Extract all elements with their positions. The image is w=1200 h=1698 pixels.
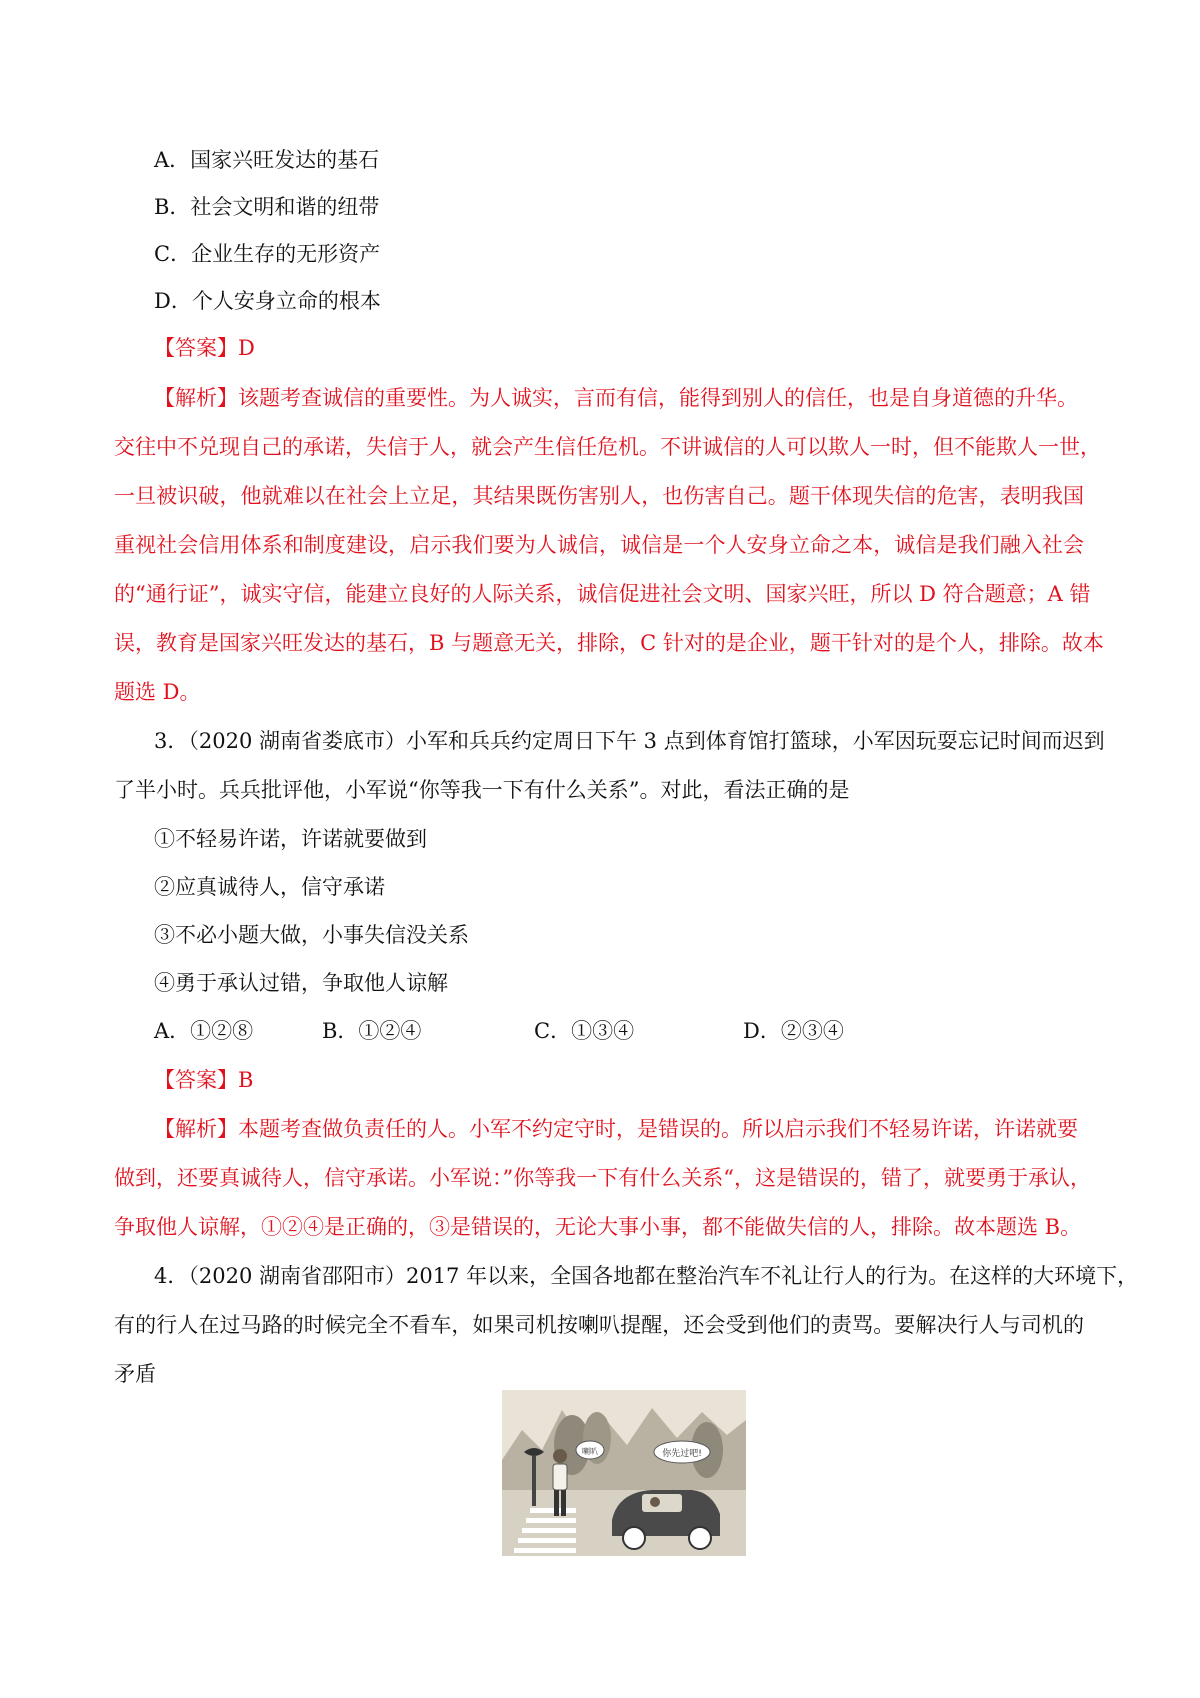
q3-choice-a: A．①②⑧	[154, 1019, 254, 1043]
crosswalk-cartoon-image	[502, 1390, 746, 1556]
q3-answer: 【答案】B	[154, 1068, 254, 1092]
q3-stem-line: 了半小时。兵兵批评他，小军说“你等我一下有什么关系”。对此，看法正确的是	[114, 778, 850, 802]
q4-stem-line: 有的行人在过马路的时候完全不看车，如果司机按喇叭提醒，还会受到他们的责骂。要解决行人与司机的	[114, 1313, 1084, 1337]
q2-option-c: C．企业生存的无形资产	[154, 242, 381, 266]
q3-item: ④勇于承认过错，争取他人谅解	[154, 971, 448, 995]
q2-analysis-line: 的“通行证”，诚实守信，能建立良好的人际关系，诚信促进社会文明、国家兴旺，所以 D 符合题意；A 错	[114, 582, 1091, 606]
q3-item: ②应真诚待人，信守承诺	[154, 875, 385, 899]
crosswalk-illustration	[502, 1390, 746, 1556]
q2-analysis-line: 交往中不兑现自己的承诺，失信于人，就会产生信任危机。不讲诚信的人可以欺人一时，但不能欺人一世，	[114, 435, 1101, 459]
q3-analysis-line: 【解析】本题考查做负责任的人。小军不约定守时，是错误的。所以启示我们不轻易许诺，许诺就要	[154, 1117, 1078, 1141]
q3-analysis-line: 做到，还要真诚待人，信守承诺。小军说：”你等我一下有什么关系“，这是错误的，错了，就要勇于承认，	[114, 1166, 1091, 1190]
q3-choice-b: B．①②④	[322, 1019, 422, 1043]
q3-analysis-line: 争取他人谅解，①②④是正确的，③是错误的，无论大事小事，都不能做失信的人，排除。故本题选 B。	[114, 1215, 1082, 1239]
q3-stem-line: 3．（2020 湖南省娄底市）小军和兵兵约定周日下午 3 点到体育馆打篮球，小军因玩耍忘记时间而迟到	[154, 729, 1105, 753]
q2-analysis-line: 题选 D。	[114, 680, 201, 704]
q2-option-a: A．国家兴旺发达的基石	[154, 148, 380, 172]
q2-option-b: B．社会文明和谐的纽带	[154, 195, 380, 219]
q4-stem-line: 4．（2020 湖南省邵阳市）2017 年以来，全国各地都在整治汽车不礼让行人的行为。在这样的大环境下，	[154, 1264, 1139, 1288]
q2-analysis-line: 重视社会信用体系和制度建设，启示我们要为人诚信，诚信是一个人安身立命之本，诚信是我们融入社会	[114, 533, 1084, 557]
q2-answer: 【答案】D	[154, 336, 255, 360]
q4-stem-line: 矛盾	[114, 1362, 156, 1386]
q3-item: ①不轻易许诺，许诺就要做到	[154, 827, 427, 851]
q3-choice-c: C．①③④	[534, 1019, 635, 1043]
q2-analysis-line: 误，教育是国家兴旺发达的基石，B 与题意无关，排除，C 针对的是企业，题干针对的是个人，排除。故本	[114, 631, 1104, 655]
q2-option-d: D．个人安身立命的根本	[154, 289, 381, 313]
q3-choice-d: D．②③④	[743, 1019, 844, 1043]
bubble-left-text: 喇叭	[582, 1447, 598, 1456]
q3-item: ③不必小题大做，小事失信没关系	[154, 923, 469, 947]
q2-analysis-line: 一旦被识破，他就难以在社会上立足，其结果既伤害别人，也伤害自己。题干体现失信的危害，表明我国	[114, 484, 1084, 508]
bubble-right-text: 你先过吧!	[662, 1449, 702, 1459]
q2-analysis-line: 【解析】该题考查诚信的重要性。为人诚实，言而有信，能得到别人的信任，也是自身道德的升华。	[154, 386, 1078, 410]
